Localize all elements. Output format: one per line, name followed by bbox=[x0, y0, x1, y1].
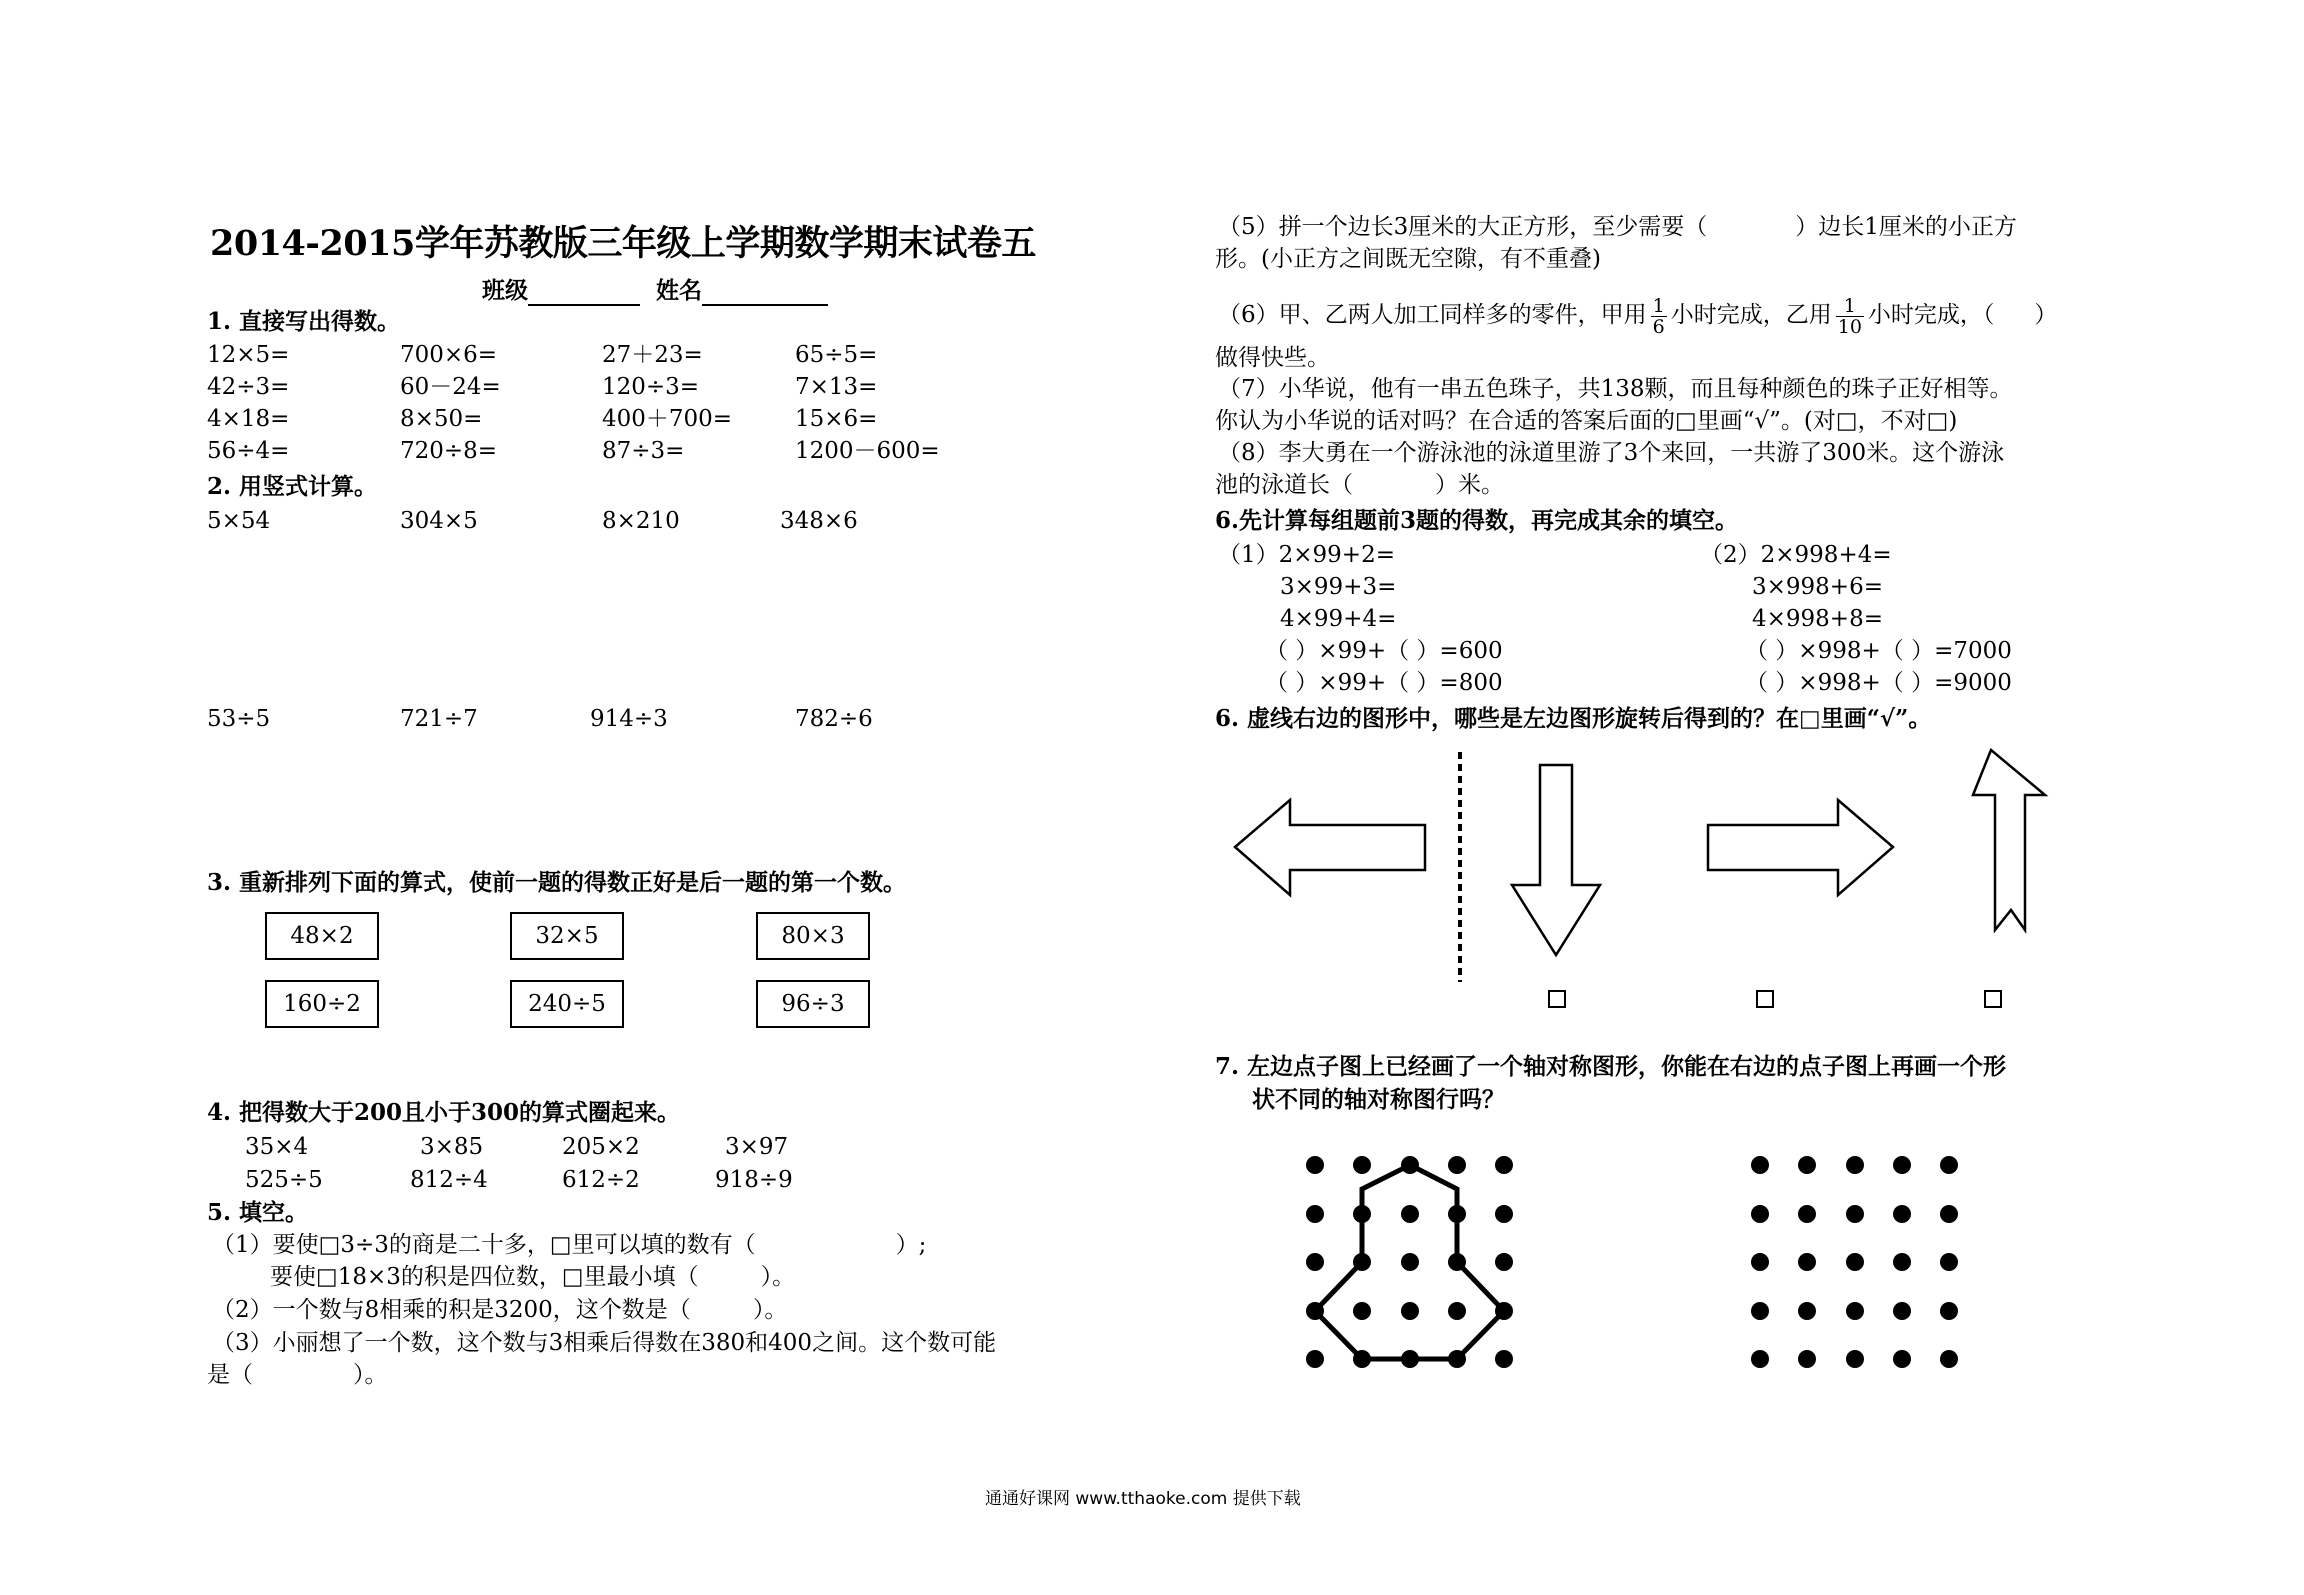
s6-right-4: （ ）×998+（ ）=7000 bbox=[1745, 638, 2012, 664]
s4-item[interactable]: 812÷4 bbox=[410, 1167, 488, 1193]
s1-cell: 27＋23= bbox=[602, 342, 703, 368]
s2-item: 914÷3 bbox=[590, 706, 668, 732]
dot-grids bbox=[1290, 1150, 2020, 1380]
right-dot-grid bbox=[1751, 1156, 1958, 1368]
s5-q7b: 你认为小华说的话对吗？在合适的答案后面的□里画“√”。(对□，不对□) bbox=[1215, 408, 1958, 434]
s2-item: 721÷7 bbox=[400, 706, 478, 732]
section7-heading-b: 状不同的轴对称图行吗？ bbox=[1252, 1086, 1505, 1113]
name-label: 姓名 bbox=[656, 277, 702, 304]
s5-q1b: 要使□18×3的积是四位数，□里最小填（ ）。 bbox=[270, 1264, 796, 1290]
section7-heading-a: 7. 左边点子图上已经画了一个轴对称图形，你能在右边的点子图上再画一个形 bbox=[1215, 1053, 2007, 1080]
left-arrow-original bbox=[1235, 800, 1425, 895]
s2-item: 5×54 bbox=[207, 508, 271, 534]
s5-q8b: 池的泳道长（ ）米。 bbox=[1215, 472, 1504, 498]
section2-heading: 2. 用竖式计算。 bbox=[207, 473, 378, 500]
section3-heading: 3. 重新排列下面的算式，使前一题的得数正好是后一题的第一个数。 bbox=[207, 869, 907, 896]
s2-item: 782÷6 bbox=[795, 706, 873, 732]
s5-q6d: 做得快些。 bbox=[1215, 345, 1330, 371]
s5-q7a: （7）小华说，他有一串五色珠子，共138颗，而且每种颜色的珠子正好相等。 bbox=[1218, 376, 2013, 402]
fraction-1-6: $\frac{1}{6}$ bbox=[1652, 294, 1665, 338]
s6-right-3: 4×998+8= bbox=[1752, 606, 1883, 632]
s6-right-2: 3×998+6= bbox=[1752, 574, 1883, 600]
s6-left-3: 4×99+4= bbox=[1280, 606, 1397, 632]
expr-box: 160÷2 bbox=[265, 980, 379, 1028]
exam-title: 2014-2015学年苏教版三年级上学期数学期末试卷五 bbox=[210, 223, 1036, 264]
s4-item[interactable]: 3×97 bbox=[725, 1134, 789, 1160]
s1-cell: 4×18= bbox=[207, 406, 290, 432]
s5-q5b: 形。(小正方之间既无空隙，有不重叠) bbox=[1215, 246, 1601, 272]
expr-box: 96÷3 bbox=[756, 980, 870, 1028]
s1-cell: 700×6= bbox=[400, 342, 498, 368]
s1-cell: 8×50= bbox=[400, 406, 483, 432]
s2-item: 304×5 bbox=[400, 508, 478, 534]
class-blank[interactable] bbox=[528, 282, 640, 306]
answer-checkbox[interactable] bbox=[1984, 990, 2002, 1008]
right-arrow-option bbox=[1708, 800, 1893, 895]
expr-box: 80×3 bbox=[756, 912, 870, 960]
s1-cell: 720÷8= bbox=[400, 438, 498, 464]
answer-checkbox[interactable] bbox=[1756, 990, 1774, 1008]
section6b-heading: 6. 虚线右边的图形中，哪些是左边图形旋转后得到的？在□里画“√”。 bbox=[1215, 705, 1932, 732]
s5-q1a: （1）要使□3÷3的商是二十多，□里可以填的数有（ ）; bbox=[212, 1232, 927, 1258]
s1-cell: 65÷5= bbox=[795, 342, 878, 368]
s1-cell: 42÷3= bbox=[207, 374, 290, 400]
s1-cell: 7×13= bbox=[795, 374, 878, 400]
name-blank[interactable] bbox=[702, 282, 828, 306]
s5-q2: （2）一个数与8相乘的积是3200，这个数是（ ）。 bbox=[212, 1297, 788, 1323]
s6-left-2: 3×99+3= bbox=[1280, 574, 1397, 600]
s2-item: 348×6 bbox=[780, 508, 858, 534]
s1-cell: 60－24= bbox=[400, 374, 501, 400]
s1-cell: 56÷4= bbox=[207, 438, 290, 464]
s6-right-5: （ ）×998+（ ）=9000 bbox=[1745, 670, 2012, 696]
section5-heading: 5. 填空。 bbox=[207, 1199, 309, 1226]
s1-cell: 15×6= bbox=[795, 406, 878, 432]
s6-right-1: （2）2×998+4= bbox=[1700, 542, 1892, 568]
expr-box: 48×2 bbox=[265, 912, 379, 960]
s4-item[interactable]: 918÷9 bbox=[715, 1167, 793, 1193]
s2-item: 53÷5 bbox=[207, 706, 271, 732]
s6-left-1: （1）2×99+2= bbox=[1218, 542, 1395, 568]
section6-heading: 6.先计算每组题前3题的得数，再完成其余的填空。 bbox=[1215, 507, 1739, 534]
expr-box: 32×5 bbox=[510, 912, 624, 960]
expr-box: 240÷5 bbox=[510, 980, 624, 1028]
class-label: 班级 bbox=[482, 277, 528, 304]
s6-left-5: （ ）×99+（ ）=800 bbox=[1265, 670, 1503, 696]
s5-q3b: 是（ ）。 bbox=[207, 1362, 388, 1388]
s4-item[interactable]: 205×2 bbox=[562, 1134, 640, 1160]
section1-heading: 1. 直接写出得数。 bbox=[207, 308, 401, 335]
s1-cell: 12×5= bbox=[207, 342, 290, 368]
s4-item[interactable]: 612÷2 bbox=[562, 1167, 640, 1193]
section4-heading: 4. 把得数大于200且小于300的算式圈起来。 bbox=[207, 1099, 681, 1126]
footer-source: 通通好课网 www.tthaoke.com 提供下载 bbox=[985, 1489, 1301, 1509]
answer-checkbox[interactable] bbox=[1548, 990, 1566, 1008]
rotation-figures bbox=[1220, 740, 2080, 1000]
s5-q8a: （8）李大勇在一个游泳池的泳道里游了3个来回，一共游了300米。这个游泳 bbox=[1218, 440, 2005, 466]
s1-cell: 1200－600= bbox=[795, 438, 940, 464]
s4-item[interactable]: 35×4 bbox=[245, 1134, 309, 1160]
down-arrow-option bbox=[1512, 765, 1600, 955]
s5-q3a: （3）小丽想了一个数，这个数与3相乘后得数在380和400之间。这个数可能 bbox=[212, 1330, 997, 1356]
s2-item: 8×210 bbox=[602, 508, 680, 534]
s1-cell: 87÷3= bbox=[602, 438, 685, 464]
s5-q6: （6）甲、乙两人加工同样多的零件，甲用 $\frac{1}{6}$ 小时完成，乙用 $\frac{1}{10}$ 小时完成，（ ） bbox=[1218, 294, 2058, 338]
up-arrow-option bbox=[1973, 750, 2045, 930]
s1-cell: 400＋700= bbox=[602, 406, 733, 432]
s4-item[interactable]: 3×85 bbox=[420, 1134, 484, 1160]
fraction-1-10: $\frac{1}{10}$ bbox=[1837, 294, 1862, 338]
s4-item[interactable]: 525÷5 bbox=[245, 1167, 323, 1193]
s1-cell: 120÷3= bbox=[602, 374, 700, 400]
student-info bbox=[482, 276, 828, 306]
s6-left-4: （ ）×99+（ ）=600 bbox=[1265, 638, 1503, 664]
s5-q5a: （5）拼一个边长3厘米的大正方形，至少需要（ ）边长1厘米的小正方 bbox=[1218, 214, 2017, 240]
